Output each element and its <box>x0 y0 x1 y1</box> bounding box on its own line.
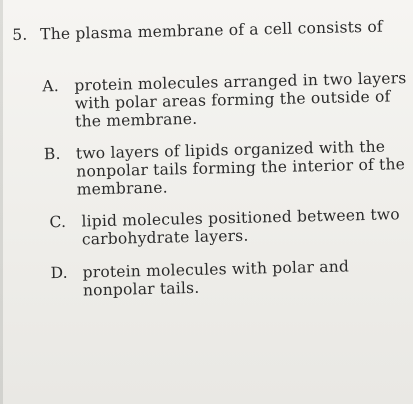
question-stem <box>12 17 407 44</box>
option-a[interactable] <box>42 69 409 131</box>
option-b[interactable] <box>44 137 411 199</box>
option-b-letter: B. <box>43 144 61 164</box>
option-c-text: lipid molecules positioned between two carbohydrate layers. <box>81 205 401 249</box>
option-c[interactable] <box>49 205 412 249</box>
option-a-letter: A. <box>42 76 60 96</box>
question-text: The plasma membrane of a cell consists of <box>39 17 384 44</box>
page-edge <box>0 0 3 404</box>
option-d-letter: D. <box>50 263 69 283</box>
option-c-letter: C. <box>49 212 67 232</box>
option-d[interactable] <box>50 256 413 300</box>
option-a-text: protein molecules arranged in two layers with polar areas forming the outside of the membrane. <box>74 69 407 131</box>
option-d-text: protein molecules with polar and nonpolar tails. <box>82 257 350 300</box>
question-number: 5. <box>12 25 28 44</box>
question-block <box>12 17 413 301</box>
option-b-text: two layers of lipids organized with the nonpolar tails forming the interior of the membrane. <box>75 137 406 199</box>
